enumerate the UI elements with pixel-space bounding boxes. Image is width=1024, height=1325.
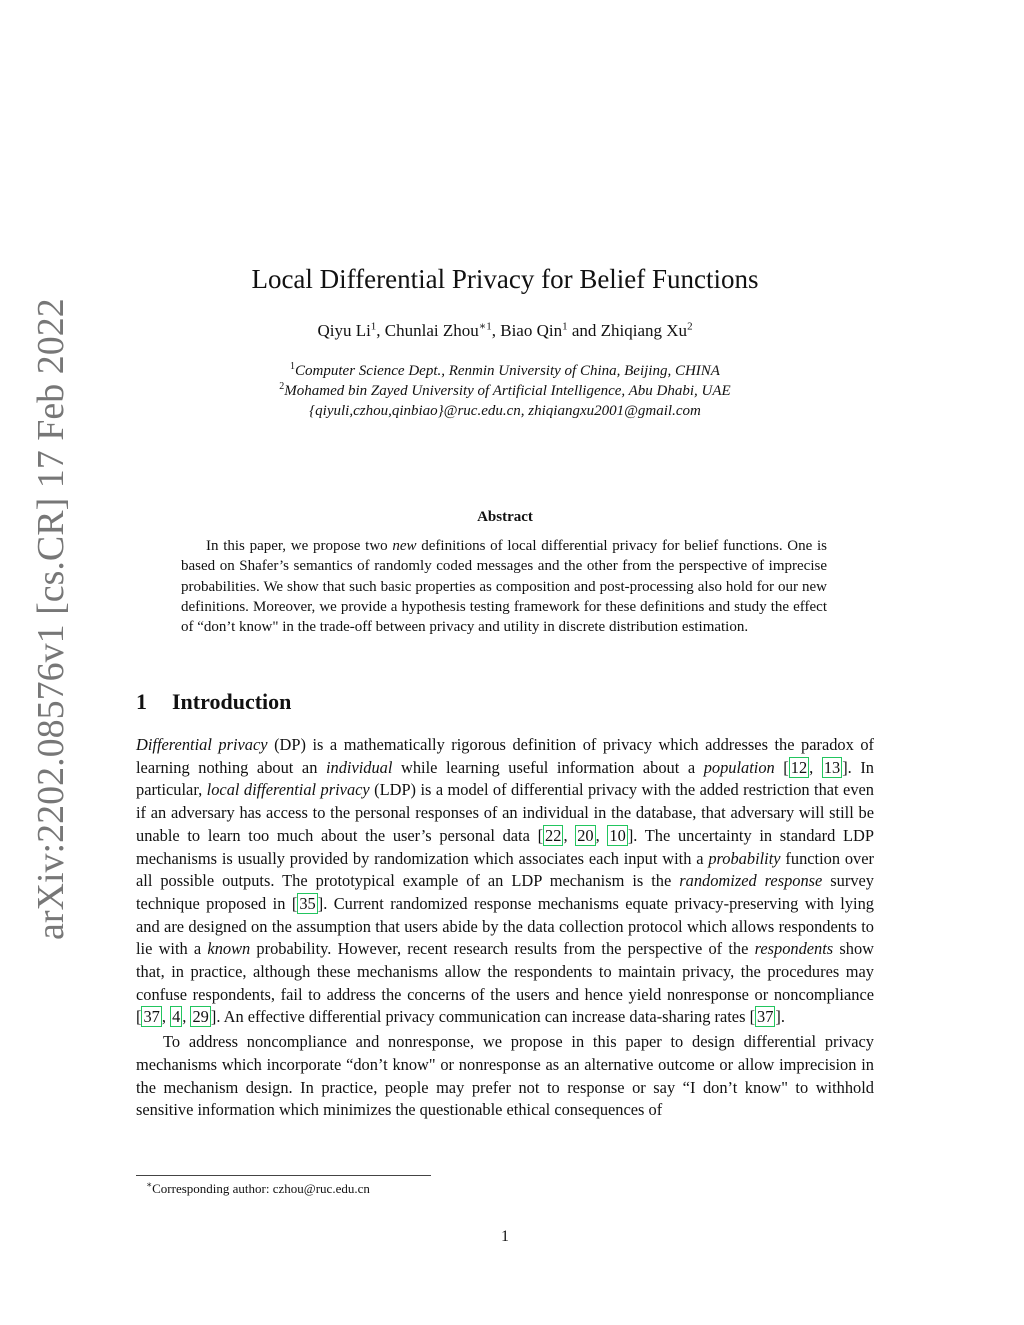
abstract-body	[181, 536, 827, 637]
citation-link[interactable]: 22	[545, 825, 562, 845]
citation-link[interactable]: 29	[192, 1007, 209, 1027]
emphasis: known	[207, 939, 251, 959]
text-run: show that, in practice, although these mechanisms allow the respondents to maintain privacy, the procedures may confuse respondents, fail to address the concerns of the users and hence yield nonresponse or noncompliance	[136, 939, 874, 1004]
author-emails: {qiyuli,czhou,qinbiao}@ruc.edu.cn, zhiqiangxu2001@gmail.com	[309, 403, 701, 419]
footnote	[146, 1180, 370, 1198]
affiliation-text: Mohamed bin Zayed University of Artificial Intelligence, Abu Dhabi, UAE	[284, 383, 731, 399]
citation-link[interactable]: 37	[757, 1007, 774, 1027]
citation-link[interactable]: 4	[172, 1007, 181, 1027]
author-separator: ,	[491, 321, 501, 340]
text-run: (LDP) is a model of differential privacy with the added restriction that even if an adversary has access to the personal responses of an individual in the database, that adversary will still be unable to learn too much about the user’s personal data	[136, 780, 874, 845]
abstract-text: In this paper, we propose two	[206, 538, 393, 554]
author-name: Biao Qin	[500, 321, 563, 340]
section-number: 1	[136, 689, 147, 714]
citation-link[interactable]: 13	[823, 757, 841, 777]
author-separator: ,	[376, 321, 385, 340]
citation-link[interactable]: 37	[143, 1007, 160, 1027]
citation-link[interactable]: 10	[609, 825, 626, 845]
affiliation-mark: ∗1	[478, 320, 492, 333]
arxiv-identifier-stamp: arXiv:2202.08576v1 [cs.CR] 17 Feb 2022	[30, 298, 72, 940]
author-name: Zhiqiang Xu	[600, 321, 688, 340]
emphasis: Differential privacy	[136, 735, 268, 754]
abstract-emphasis: new	[392, 538, 417, 554]
text-run: .	[780, 1007, 785, 1027]
author-separator: and	[567, 321, 601, 340]
footnote-text: Corresponding author: czhou@ruc.edu.cn	[152, 1181, 370, 1196]
emphasis: local differential privacy	[206, 780, 370, 800]
abstract-heading: Abstract	[477, 509, 533, 525]
text-run: (DP) is a mathematically rigorous definition of privacy which addresses the paradox of learning nothing about an	[136, 735, 874, 777]
paragraph-1: Differential privacy (DP) is a mathematically rigorous definition of privacy which addresses the paradox of learning nothing about an individual while learning useful information about a population [ 12 , 13 ]. In particular, local differential privacy (LDP) is a model of differential privacy with the added restriction that even if an adversary has access to the personal responses of an individual in the database, that adversary will still be unable to learn too much about the user’s personal data [ 22 , 20 , 10 ]. The uncertainty in standard LDP mechanisms is usually provided by randomization which associates each input with a probability function over all possible outputs. The prototypical example of an LDP mechanism is the randomized response survey technique proposed in [ 35 ]. Current randomized response mechanisms equate privacy-preserving with lying and are designed on the assumption that users abide by the data collection protocol which allows respondents to lie with a known probability. However, recent research results from the perspective of the respondents show that, in practice, although these mechanisms allow the respondents to maintain privacy, the procedures may confuse respondents, fail to address the concerns of the users and hence yield nonresponse or noncompliance [ 37 , 4 , 29 ]. An effective differential privacy communication can increase data-sharing rates [ 37 ].	[136, 735, 874, 1027]
affiliation-line	[0, 381, 1010, 401]
emphasis: population	[703, 757, 775, 777]
citation-link[interactable]: 12	[790, 757, 808, 777]
text-run: . An effective differential privacy communication can increase data-sharing rates	[216, 1007, 750, 1027]
author-name: Chunlai Zhou	[384, 321, 479, 340]
affiliation-text: Computer Science Dept., Renmin University of China, Beijing, CHINA	[295, 363, 720, 379]
affiliations	[0, 361, 1010, 421]
affiliation-mark: 1	[370, 320, 377, 333]
page-number: 1	[501, 1228, 509, 1245]
footnote-rule	[136, 1175, 431, 1176]
emphasis: respondents	[754, 939, 834, 959]
emphasis: randomized response	[679, 871, 823, 891]
affiliation-mark: 1	[290, 361, 296, 372]
text-run: probability. However, recent research results from the perspective of the	[250, 939, 755, 959]
citation-link[interactable]: 35	[299, 893, 316, 913]
text-run: . In particular,	[136, 757, 874, 800]
author-list	[0, 319, 1010, 343]
body-text	[136, 734, 874, 1122]
text-run: . Current randomized response mechanisms equate privacy-preserving with lying and are designed on the assumption that users abide by the data collection protocol which allows respondents to lie with a	[136, 893, 874, 959]
text-run: survey technique proposed in	[136, 871, 874, 913]
emphasis: individual	[325, 757, 393, 777]
emphasis: probability	[708, 848, 781, 868]
footnote-mark: ∗	[146, 1179, 153, 1190]
text-run: . The uncertainty in standard LDP mechanisms is usually provided by randomization which associates each input with a	[136, 825, 874, 868]
affiliation-mark: 2	[687, 320, 693, 333]
affiliation-mark: 2	[279, 381, 285, 392]
paragraph-2: To address noncompliance and nonresponse, we propose in this paper to design differential privacy mechanisms which incorporate “don’t know" or nonresponse as an alternative outcome or allow imprecision in the mechanism design. In practice, people may prefer not to response or say “I don’t know" to withhold sensitive information which minimizes the questionable ethical consequences of	[136, 1032, 874, 1120]
citation-link[interactable]: 20	[577, 825, 594, 845]
affiliation-line	[0, 361, 1010, 381]
abstract-text: definitions of local differential privacy for belief functions. One is based on Shafer’s semantics of randomly coded messages and the other from the perspective of imprecise probabilities. We show that such basic properties as composition and post-processing also hold for our new definitions. Moreover, we provide a hypothesis testing framework for these definitions and study the effect of “don’t know" in the trade-off between privacy and utility in discrete distribution estimation.	[181, 538, 827, 636]
section-heading	[136, 688, 291, 716]
section-title: Introduction	[172, 689, 292, 714]
author-name: Qiyu Li	[317, 321, 371, 340]
affiliation-mark: 1	[562, 320, 568, 333]
paper-title: Local Differential Privacy for Belief Functions	[251, 264, 759, 294]
text-run: while learning useful information about a	[392, 757, 704, 777]
text-run: function over all possible outputs. The prototypical example of an LDP mechanism is the	[136, 848, 874, 891]
